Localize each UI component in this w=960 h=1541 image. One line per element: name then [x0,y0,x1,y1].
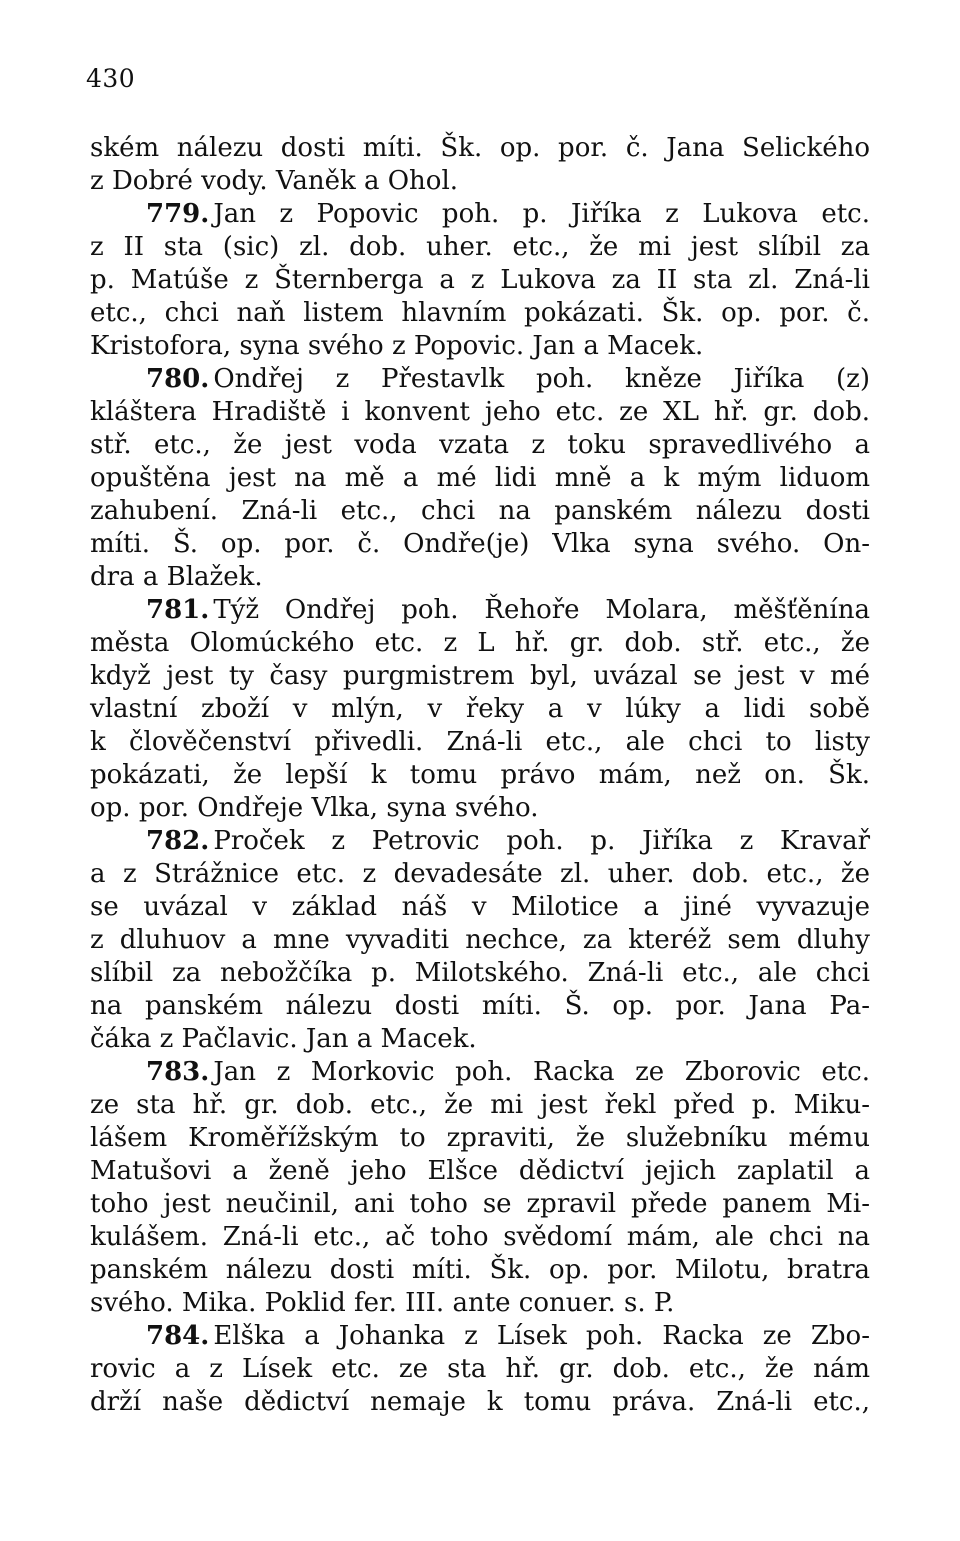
line-text: dra a Blažek. [90,562,263,592]
line-text: pokázati, že lepší k tomu právo mám, než on. Šk. [90,760,870,790]
entry-number: 783. [146,1057,210,1087]
line-text: Jan z Popovic poh. p. Jiříka z Lukova etc. [213,199,870,229]
line-text: kulášem. Zná-li etc., ač toho svědomí mám, ale chci na [90,1222,870,1252]
line-text: z II sta (sic) zl. dob. uher. etc., že mi jest slíbil za [90,232,870,262]
line-text: z Dobré vody. Vaněk a Ohol. [90,166,459,196]
line-text: Ondřej z Přestavlk poh. kněze Jiříka (z) [213,364,870,394]
text-line [90,594,870,627]
line-text: a z Strážnice etc. z devadesáte zl. uher. dob. etc., že [90,859,870,889]
text-line [90,627,870,660]
text-line [90,462,870,495]
line-text: slíbil za nebožčíka p. Milotského. Zná-li etc., ale chci [90,958,870,988]
line-text: rovic a z Lísek etc. ze sta hř. gr. dob. etc., že nám [90,1354,870,1384]
line-text: drží naše dědictví nemaje k tomu práva. Zná-li etc., [90,1387,870,1417]
text-line [90,1287,870,1320]
line-text: ském nálezu dosti míti. Šk. op. por. č. Jana Selického [90,133,870,163]
text-line [90,693,870,726]
entry-number: 779. [146,199,210,229]
text-line [90,231,870,264]
text-line [90,957,870,990]
text-line [90,495,870,528]
text-line [90,858,870,891]
line-text: když jest ty časy purgmistrem byl, uvázal se jest v mé [90,661,870,691]
text-line [90,726,870,759]
text-line [90,1155,870,1188]
text-line [90,891,870,924]
text-line [90,528,870,561]
text-line [90,924,870,957]
text-line [90,990,870,1023]
line-text: Matušovi a ženě jeho Elšce dědictví jejich zaplatil a [90,1156,870,1186]
text-line [90,1386,870,1419]
text-line [90,561,870,594]
line-text: p. Matúše z Šternberga a z Lukova za II sta zl. Zná-li [90,265,870,295]
text-line [90,1188,870,1221]
line-text: stř. etc., že jest voda vzata z toku spravedlivého a [90,430,870,460]
text-line [90,1023,870,1056]
entry-number: 780. [146,364,210,394]
text-line [90,297,870,330]
text-line [90,132,870,165]
line-text: Elška a Johanka z Lísek poh. Racka ze Zbo- [213,1321,870,1351]
text-line [90,396,870,429]
line-text: Proček z Petrovic poh. p. Jiříka z Kravař [213,826,870,856]
line-text: kláštera Hradiště i konvent jeho etc. ze XL hř. gr. dob. [90,397,870,427]
line-text: Kristofora, syna svého z Popovic. Jan a Macek. [90,331,704,361]
line-text: míti. Š. op. por. č. Ondře(je) Vlka syna svého. On- [90,529,870,559]
body-text [90,132,870,1419]
page-number: 430 [86,64,136,93]
line-text: opuštěna jest na mě a mé lidi mně a k mým liduom [90,463,870,493]
text-line [90,660,870,693]
text-line [90,792,870,825]
line-text: vlastní zboží v mlýn, v řeky a v lúky a lidi sobě [90,694,870,724]
line-text: op. por. Ondřeje Vlka, syna svého. [90,793,539,823]
line-text: na panském nálezu dosti míti. Š. op. por. Jana Pa- [90,991,870,1021]
entry-number: 781. [146,595,210,625]
text-line [90,759,870,792]
text-line [90,1056,870,1089]
entry-number: 784. [146,1321,210,1351]
text-line [90,1353,870,1386]
entry-number: 782. [146,826,210,856]
line-text: Jan z Morkovic poh. Racka ze Zborovic etc. [213,1057,870,1087]
text-line [90,1254,870,1287]
text-line [90,264,870,297]
line-text: ze sta hř. gr. dob. etc., že mi jest řekl před p. Miku- [90,1090,870,1120]
text-line [90,363,870,396]
text-line [90,330,870,363]
line-text: etc., chci naň listem hlavním pokázati. Šk. op. por. č. [90,298,870,328]
line-text: z dluhuov a mne vyvaditi nechce, za kteréž sem dluhy [90,925,870,955]
text-line [90,165,870,198]
line-text: čáka z Pačlavic. Jan a Macek. [90,1024,477,1054]
line-text: svého. Mika. Poklid fer. III. ante conuer. s. P. [90,1288,675,1318]
line-text: toho jest neučinil, ani toho se zpravil přede panem Mi- [90,1189,870,1219]
text-line [90,1089,870,1122]
text-line [90,1320,870,1353]
text-line [90,198,870,231]
text-line [90,1122,870,1155]
text-line [90,1221,870,1254]
line-text: panském nálezu dosti míti. Šk. op. por. Milotu, bratra [90,1255,870,1285]
text-line [90,825,870,858]
text-line [90,429,870,462]
line-text: Týž Ondřej poh. Řehoře Molara, měšťěnína [213,595,870,625]
line-text: zahubení. Zná-li etc., chci na panském nálezu dosti [90,496,870,526]
line-text: lášem Kroměřížským to zpraviti, že služebníku mému [90,1123,870,1153]
line-text: města Olomúckého etc. z L hř. gr. dob. stř. etc., že [90,628,870,658]
line-text: k člověčenství přivedli. Zná-li etc., ale chci to listy [90,727,870,757]
line-text: se uvázal v základ náš v Milotice a jiné vyvazuje [90,892,870,922]
